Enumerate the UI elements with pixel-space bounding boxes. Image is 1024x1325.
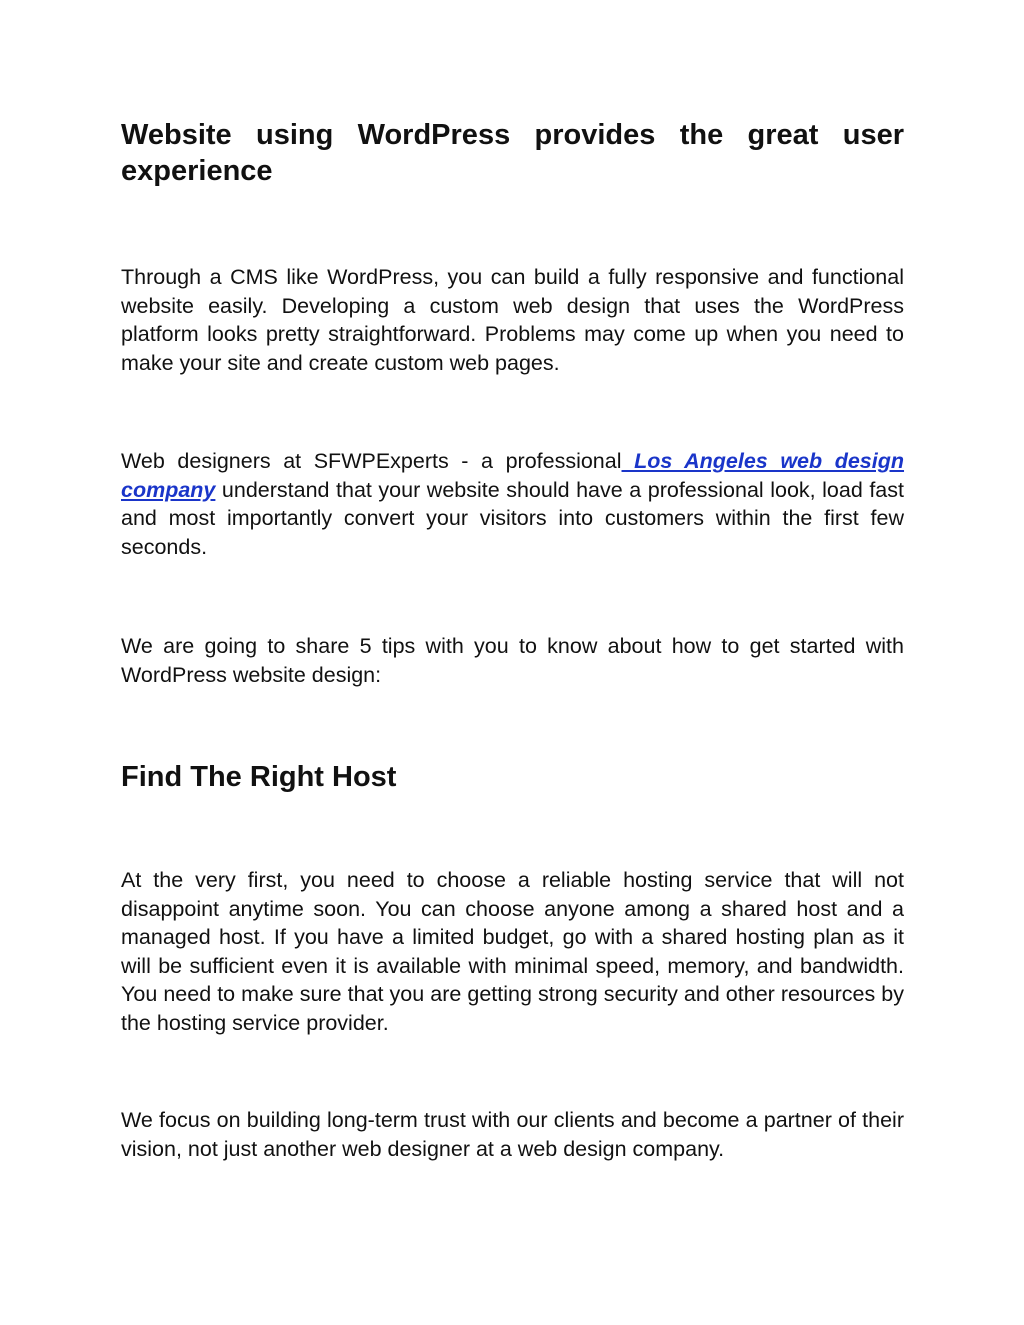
los-angeles-web-design-link[interactable]: Los Angeles web design company xyxy=(121,449,905,502)
intro-paragraph: Through a CMS like WordPress, you can build a fully responsive and functional website easily. Developing a custom web design that uses the WordPress platform looks pretty straightforward. Problems may come up when you need to make your site and create custom web pages. xyxy=(121,265,904,375)
hosting-paragraph: At the very first, you need to choose a reliable hosting service that will not disappoint anytime soon. You can choose anyone among a shared host and a managed host. If you have a limited budget, go with a shared hosting plan as it will be sufficient even it is available with minimal speed, memory, and bandwidth. You need to make sure that you are getting strong security and other resources by the hosting service provider. xyxy=(121,868,904,1035)
company-paragraph-lead: Web designers at SFWPExperts - a professional xyxy=(121,449,622,473)
trust-paragraph: We focus on building long-term trust with our clients and become a partner of their vision, not just another web designer at a web design company. xyxy=(121,1108,904,1161)
page-title: Website using WordPress provides the great user experience xyxy=(121,119,904,187)
company-paragraph-rest: understand that your website should have a professional look, load fast and most importantly convert your visitors into customers within the first few seconds. xyxy=(121,477,904,559)
company-paragraph xyxy=(121,447,904,561)
tips-intro-paragraph: We are going to share 5 tips with you to know about how to get started with WordPress website design: xyxy=(121,634,904,687)
section-heading-find-host: Find The Right Host xyxy=(121,761,397,793)
